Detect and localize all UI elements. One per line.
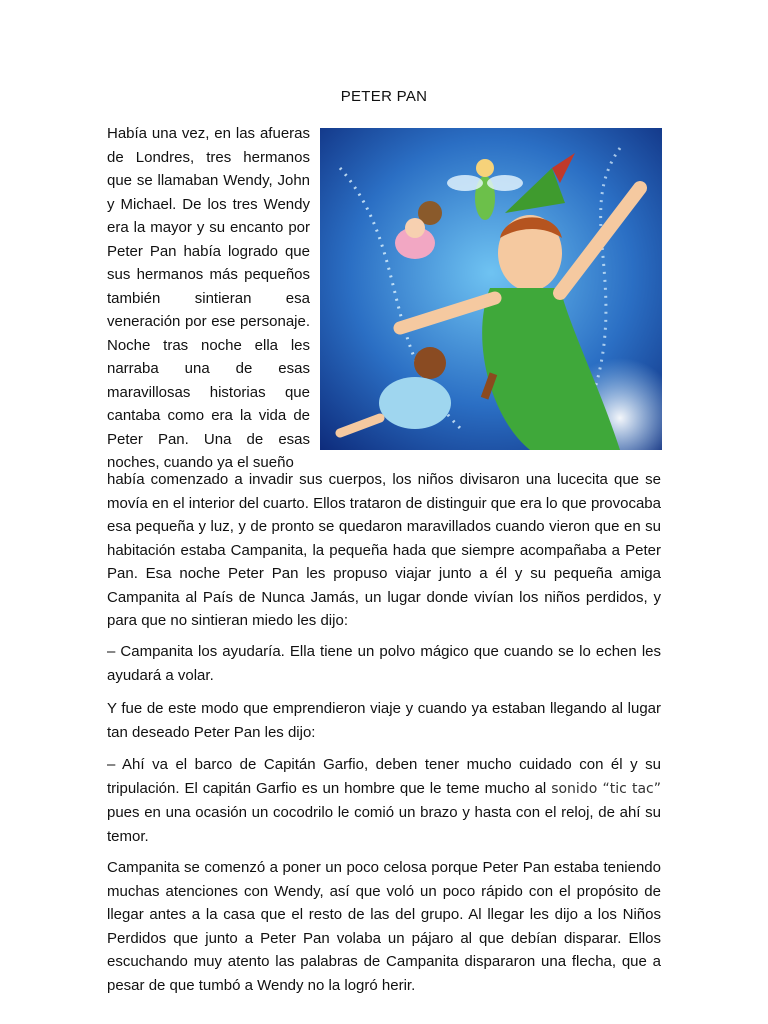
paragraph-4 bbox=[107, 753, 661, 848]
peter-pan-illustration bbox=[320, 128, 662, 450]
paragraph-3-block bbox=[107, 697, 661, 744]
paragraph-4-start: – Ahí va el barco de Capitán Garfio, deben tener mucho cuidado con él y su tripulación. El capitán Garfio es un hombre que le teme mucho al bbox=[107, 756, 661, 797]
paragraph-1-rest: había comenzado a invadir sus cuerpos, los niños divisaron una lucecita que se movía en el interior del cuarto. Ellos trataron de distinguir que era lo que provocaba esa pequeña y luz, y de pronto se quedaron maravillados cuando vieron que en su habitación estaba Campanita, la pequeña hada que siempre acompañaba a Peter Pan. Esa noche Peter Pan les propuso viajar junto a él y su pequeña amiga Campanita al País de Nunca Jamás, un lugar donde vivían los niños perdidos, y para que no sintieran miedo les dijo: bbox=[107, 471, 661, 629]
document-title: PETER PAN bbox=[340, 88, 428, 105]
paragraph-2: – Campanita los ayudaría. Ella tiene un polvo mágico que cuando se lo echen les ayudará a volar. bbox=[107, 643, 661, 684]
paragraph-1-wrapped: Había una vez, en las afueras de Londres, tres hermanos que se llamaban Wendy, John y Michael. De los tres Wendy era la mayor y su encanto por Peter Pan había logrado que sus hermanos más pequeños también sintieran esa veneración por ese personaje. Noche tras noche ella les narraba una de esas maravillosas historias que cantaba como era la vida de Peter Pan. Una de esas noches, cuando ya el sueño bbox=[107, 125, 310, 471]
paragraph-3: Y fue de este modo que emprendieron viaje y cuando ya estaban llegando al lugar tan deseado Peter Pan les dijo: bbox=[107, 700, 661, 741]
paragraph-4-block bbox=[107, 753, 661, 848]
paragraph-5-block bbox=[107, 856, 661, 997]
paragraph-1-continued-block bbox=[107, 468, 661, 633]
paragraph-4-end: pues en una ocasión un cocodrilo le comió un brazo y hasta con el reloj, de ahí su temor. bbox=[107, 804, 661, 845]
paragraph-4-sonido: sonido “tic tac” bbox=[551, 780, 662, 797]
paragraph-5: Campanita se comenzó a poner un poco celosa porque Peter Pan estaba teniendo muchas atenciones con Wendy, así que voló un poco rápido con el propósito de llegar antes a la casa que el resto de las del grupo. Al llegar les dijo a los Niños Perdidos que junto a Peter Pan volaba un pájaro al que debían disparar. Ellos escuchando muy atento las palabras de Campanita dispararon una flecha, que a pesar de que tumbó a Wendy no la logró herir. bbox=[107, 859, 661, 994]
paragraph-wrapped-column bbox=[107, 122, 310, 475]
paragraph-2-block bbox=[107, 640, 661, 687]
